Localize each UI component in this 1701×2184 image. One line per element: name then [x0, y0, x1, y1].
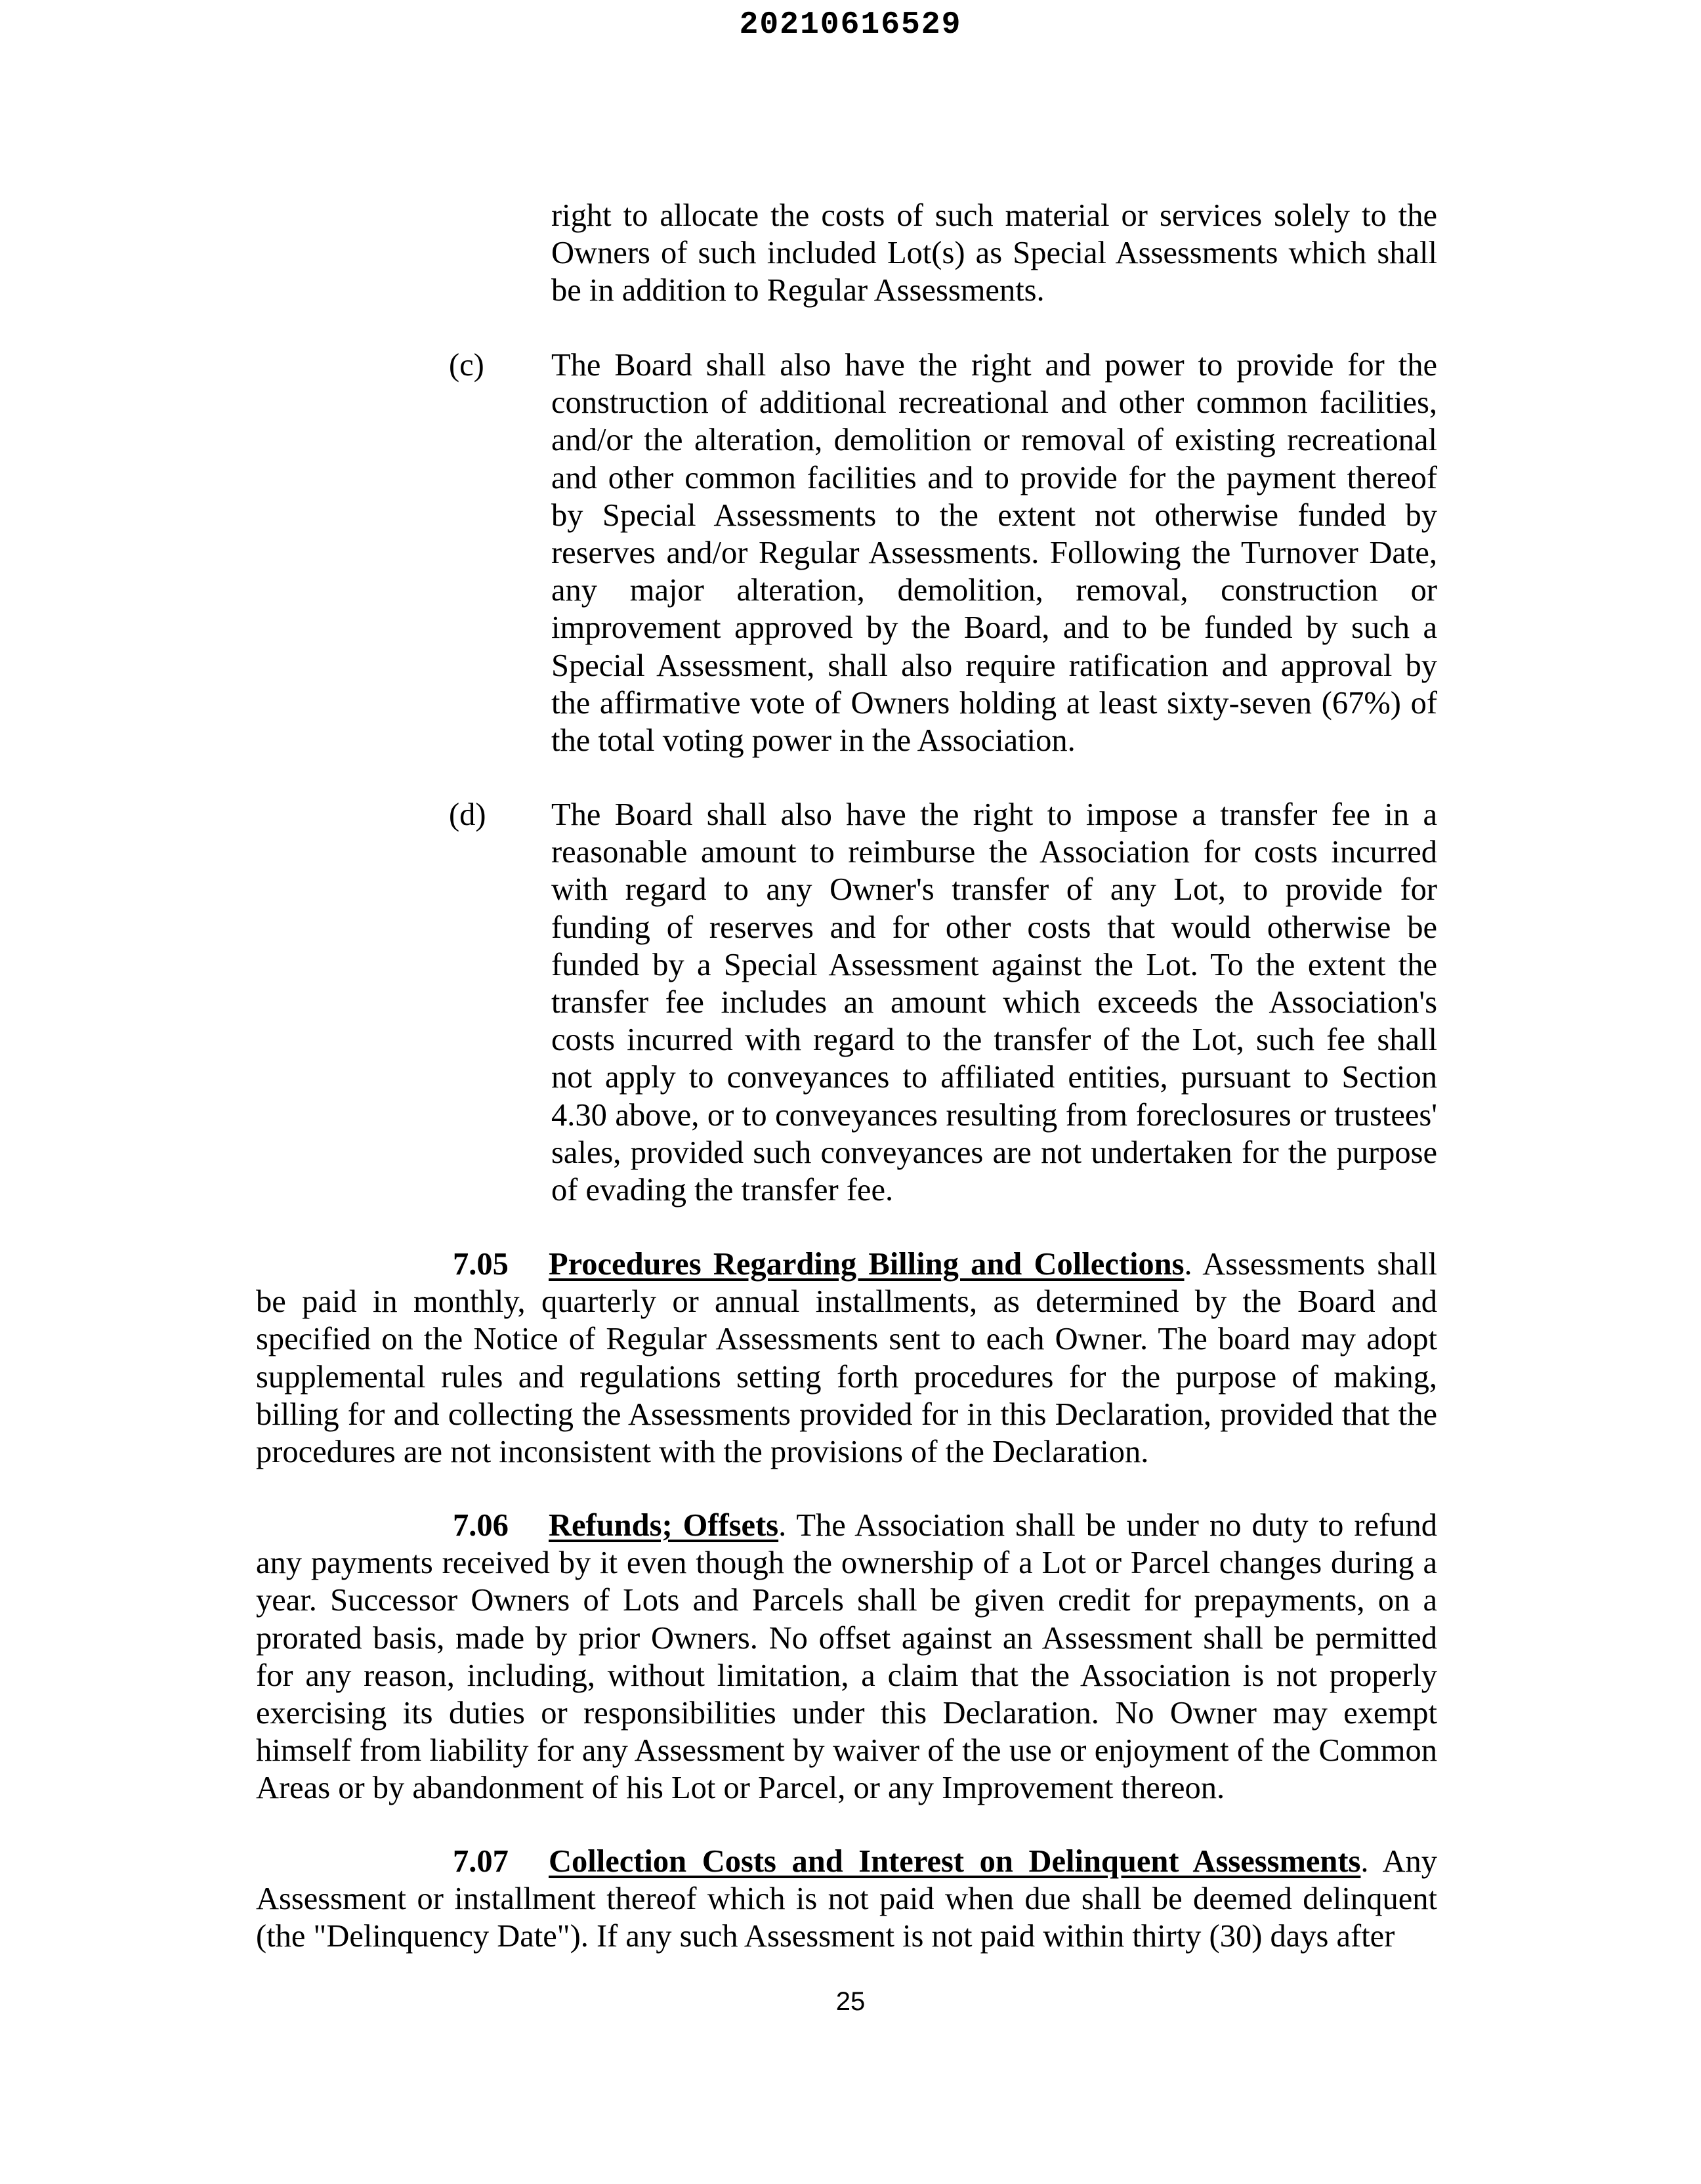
section-body: . Assessments shall be paid in monthly, quarterly or annual installments, as determined by the Board and specified on the Notice of Regular Assessments sent to each Owner. The board may adopt supplemental rules and regulations setting forth procedures for the purpose of making, billing for and collecting the Assessments provided for in this Declaration, provided that the procedures are not inconsistent with the provisions of the Declaration.: [256, 1247, 1437, 1470]
section-title: Refunds; Offsets: [549, 1508, 779, 1543]
section-number: 7.07: [453, 1844, 509, 1879]
section-body: . Any Assessment or installment thereof which is not paid when due shall be deemed delinquent (the "Delinquency Date"). If any such Assessment is not paid within thirty (30) days after: [256, 1844, 1437, 1954]
list-item-c: [449, 346, 1437, 759]
list-item-text: The Board shall also have the right to impose a transfer fee in a reasonable amount to reimburse the Association for costs incurred with regard to any Owner's transfer of any Lot, to provide for funding of reserves and for other costs that would otherwise be funded by a Special Assessment against the Lot. To the extent the transfer fee includes an amount which exceeds the Association's costs incurred with regard to the transfer of the Lot, such fee shall not apply to conveyances to affiliated entities, pursuant to Section 4.30 above, or to conveyances resulting from foreclosures or trustees' sales, provided such conveyances are not undertaken for the purpose of evading the transfer fee.: [551, 797, 1437, 1208]
continuation-paragraph: right to allocate the costs of such material or services solely to the Owners of such included Lot(s) as Special Assessments which shall be in addition to Regular Assessments.: [551, 198, 1437, 308]
section-7-06: [256, 1507, 1437, 1807]
section-number: 7.05: [453, 1247, 509, 1282]
section-number: 7.06: [453, 1508, 509, 1543]
section-body: . The Association shall be under no duty to refund any payments received by it even though the ownership of a Lot or Parcel changes during a year. Successor Owners of Lots and Parcels shall be given credit for prepayments, on a prorated basis, made by prior Owners. No offset against an Assessment shall be permitted for any reason, including, without limitation, a claim that the Association is not properly exercising its duties or responsibilities under this Declaration. No Owner may exempt himself from liability for any Assessment by waiver of the use or enjoyment of the Common Areas or by abandonment of his Lot or Parcel, or any Improvement thereon.: [256, 1508, 1437, 1806]
section-7-05: [256, 1246, 1437, 1471]
section-title: Procedures Regarding Billing and Collections: [549, 1247, 1185, 1282]
list-item-d: [449, 796, 1437, 1209]
list-item-text: The Board shall also have the right and power to provide for the construction of additional recreational and other common facilities, and/or the alteration, demolition or removal of existing recreational and other common facilities and to provide for the payment thereof by Special Assessments to the extent not otherwise funded by reserves and/or Regular Assessments. Following the Turnover Date, any major alteration, demolition, removal, construction or improvement approved by the Board, and to be funded by such a Special Assessment, shall also require ratification and approval by the affirmative vote of Owners holding at least sixty-seven (67%) of the total voting power in the Association.: [551, 348, 1437, 759]
section-title: Collection Costs and Interest on Delinquent Assessments: [549, 1844, 1361, 1879]
page-number: 25: [835, 1987, 866, 2016]
list-item-letter: (c): [449, 348, 484, 383]
document-number: 20210616529: [739, 7, 962, 43]
list-item-letter: (d): [449, 797, 486, 832]
section-7-07: [256, 1843, 1437, 1956]
